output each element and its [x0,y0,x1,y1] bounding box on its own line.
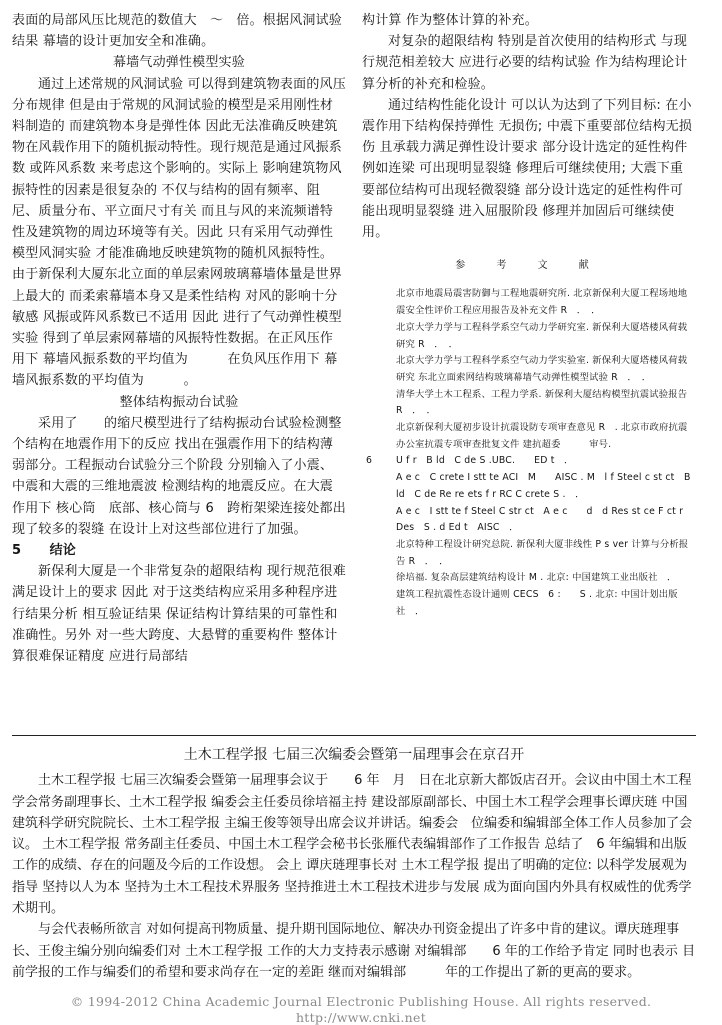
reference-text: 北京大学力学与工程科学系空气动力学研究室. 新保利大厦塔楼风荷载研究 R ． ． [396,321,688,350]
reference-text: 建筑工程抗震性态设计通则 CECS 6 : S . 北京: 中国计划出版社 ． [396,589,678,617]
reference-number [362,470,396,503]
reference-text: A e c C crete I stt te ACI M AISC . M l f Steel c st ct B ld C de Re re ets f r RC C crete S . ． [396,472,691,500]
reference-text: 北京新保利大厦初步设计抗震设防专项审查意见 R . 北京市政府抗震办公室抗震专项审查批复文件 建抗超委 审号. [396,422,688,450]
reference-item [362,470,696,503]
reference-number [362,420,396,453]
reference-item [362,387,696,420]
reference-number [362,537,396,570]
paragraph: 通过结构性能化设计 可以认为达到了下列目标: 在小震作用下结构保持弹性 无损伤; 中震下重要部位结构无损伤 且承载力满足弹性设计要求 部分设计选定的延性构件 例如连梁 可出现明显裂缝 修理后可继续使用; 大震下重要部位结构可出现轻微裂缝 部分设计选定的延性构件可能出现明显裂缝 进入屈服阶段 修理并加固后可继续使用。 [362,97,693,241]
section-heading: 整体结构振动台试验 [119,394,239,410]
left-column [12,10,346,667]
reference-item [362,353,696,386]
reference-text: 北京大学力学与工程科学系空气动力学实验室. 新保利大厦塔楼风荷载研究 东北立面索网结构玻璃幕墙气动弹性模型试验 R ． ． [396,355,688,383]
references-title: 参 考 文 献 [455,260,603,272]
paragraph: 新保利大厦是一个非常复杂的超限结构 现行规范很难满足设计上的要求 因此 对于这类结构应采用多种程序进行结果分析 相互验证结果 保证结构计算结果的可靠性和准确性。另外 对一些大跨度、大悬臂的重要构件 整体计算很难保证精度 应进行局部结 [12,564,346,665]
reference-item [362,504,696,537]
conclusion-heading [12,540,346,561]
reference-item [362,286,696,319]
reference-number [362,286,396,319]
paragraph: 表面的局部风压比规范的数值大 ～ 倍。根据风洞试验结果 幕墙的设计更加安全和准确。 [12,13,343,50]
reference-text: A e c I stt te f Steel C str ct A e c d d Res st ce F ct r Des S . d Ed t AISC ． [396,505,684,534]
reference-number [362,320,396,353]
news-section [12,745,696,983]
reference-number [362,587,396,620]
paragraph: 采用了 的缩尺模型进行了结构振动台试验检测整个结构在地震作用下的反应 找出在强震作用下的结构薄弱部分。工程振动台试验分三个阶段 分别输入了小震、中震和大震的三维地震波 检测结构的地震反应。在大震作用下 核心筒 底部、核心筒与 6 跨桁架梁连接处都出现了较多的裂缝 在设计上对这些部位进行了加强。 [12,415,346,537]
reference-number [362,570,396,587]
section-title: 结论 [49,543,77,559]
reference-text: 清华大学土木工程系、工程力学系. 新保利大厦结构模型抗震试验报告 R ． ． [396,388,688,417]
reference-item [362,420,696,453]
reference-text: 徐培福. 复杂高层建筑结构设计 M . 北京: 中国建筑工业出版社 ． [396,572,677,584]
reference-item [362,320,696,353]
reference-number: 6 [366,455,373,467]
paragraph: 构计算 作为整体计算的补充。 [362,13,538,28]
reference-text: 北京特种工程设计研究总院. 新保利大厦非线性 P s ver 计算与分析报告 R ． ． [396,538,689,567]
paragraph: 对复杂的超限结构 特别是首次使用的结构形式 与现行规范相差较大 应进行必要的结构试验 作为结构理论计算分析的补充和检验。 [362,34,688,92]
news-title: 土木工程学报 七届三次编委会暨第一届理事会在京召开 [183,747,525,763]
reference-number [362,353,396,386]
reference-text: U f r B ld C de S .UBC. ED t ． [396,455,574,467]
reference-item [362,537,696,570]
reference-number [362,387,396,420]
section-heading: 幕墙气动弹性模型实验 [112,55,245,71]
section-number: 5 [12,543,22,559]
references-list [362,286,696,620]
right-column [362,10,696,621]
reference-item [362,570,696,587]
paragraph: 通过上述常规的风洞试验 可以得到建筑物表面的风压分布规律 但是由于常规的风洞试验的模型是采用刚性材料制造的 而建筑物本身是弹性体 因此无法准确反映建筑物在风载作用下的随机振动特性。现行规范是通过风振系数 或阵风系数 来考虑这个影响的。实际上 影响建筑物风振特性的因素是很复杂的 不仅与结构的固有频率、阻尼、质量分布、平立面尺寸有关 而且与风的来流频谱特性及建筑物的周边环境等有关。因此 只有采用气动弹性模型风洞实验 才能准确地反映建筑物的随机风振特性。 由于新保利大厦东北立面的单层索网玻璃幕墙体量是世界上最大的 而柔索幕墙本身又是柔性结构 对风的影响十分敏感 风振或阵风系数已不适用 因此 进行了气动弹性模型实验 得到了单层索网幕墙的风振特性数据。在正风压作用下 幕墙风振系数的平均值为 在负风压作用下 幕墙风振系数的平均值为 。 [12,76,346,389]
reference-text: 北京市地震局震害防御与工程地震研究所. 北京新保利大厦工程场地地震安全性评价工程应用报告及补充文件 R ． ． [396,288,688,317]
reference-item [362,453,696,470]
section-divider [12,735,696,736]
reference-number [362,504,396,537]
paragraph: 与会代表畅所欲言 对如何提高刊物质量、提升期刊国际地位、解决办刊资金提出了许多中肯的建议。谭庆琏理事长、王俊主编分别向编委们对 土木工程学报 工作的大力支持表示感谢 对编辑部 6 年的工作给予肯定 同时也表示 目前学报的工作与编委们的希望和要求尚存在一定的差距 继而对编辑部 年的工作提出了新的更高的要求。 [12,922,696,980]
copyright-footer: © 1994-2012 China Academic Journal Electronic Publishing House. All rights reserved. http://www.cnki.net [70,994,665,1025]
reference-item [362,587,696,620]
paragraph: 土木工程学报 七届三次编委会暨第一届理事会议于 6 年 月 日在北京新大都饭店召开。会议由中国土木工程学会常务副理事长、土木工程学报 编委会主任委员徐培福主持 建设部原副部长、中国土木工程学会理事长谭庆琏 中国建筑科学研究院院长、土木工程学报 主编王俊等领导出席会议并讲话。编委会 位编委和编辑部全体工作人员参加了会议。 土木工程学报 常务副主任委员、中国土木工程学会秘书长张雁代表编辑部作了工作报告 总结了 6 年编辑和出版工作的成绩、存在的问题及今后的工作设想。 会上 谭庆琏理事长对 土木工程学报 提出了明确的定位: 以科学发展观为指导 坚持以人为本 坚持为土木工程技术界服务 坚持推进土木工程技术进步与发展 成为面向国内外具有权威性的优秀学术期刊。 [12,773,693,917]
